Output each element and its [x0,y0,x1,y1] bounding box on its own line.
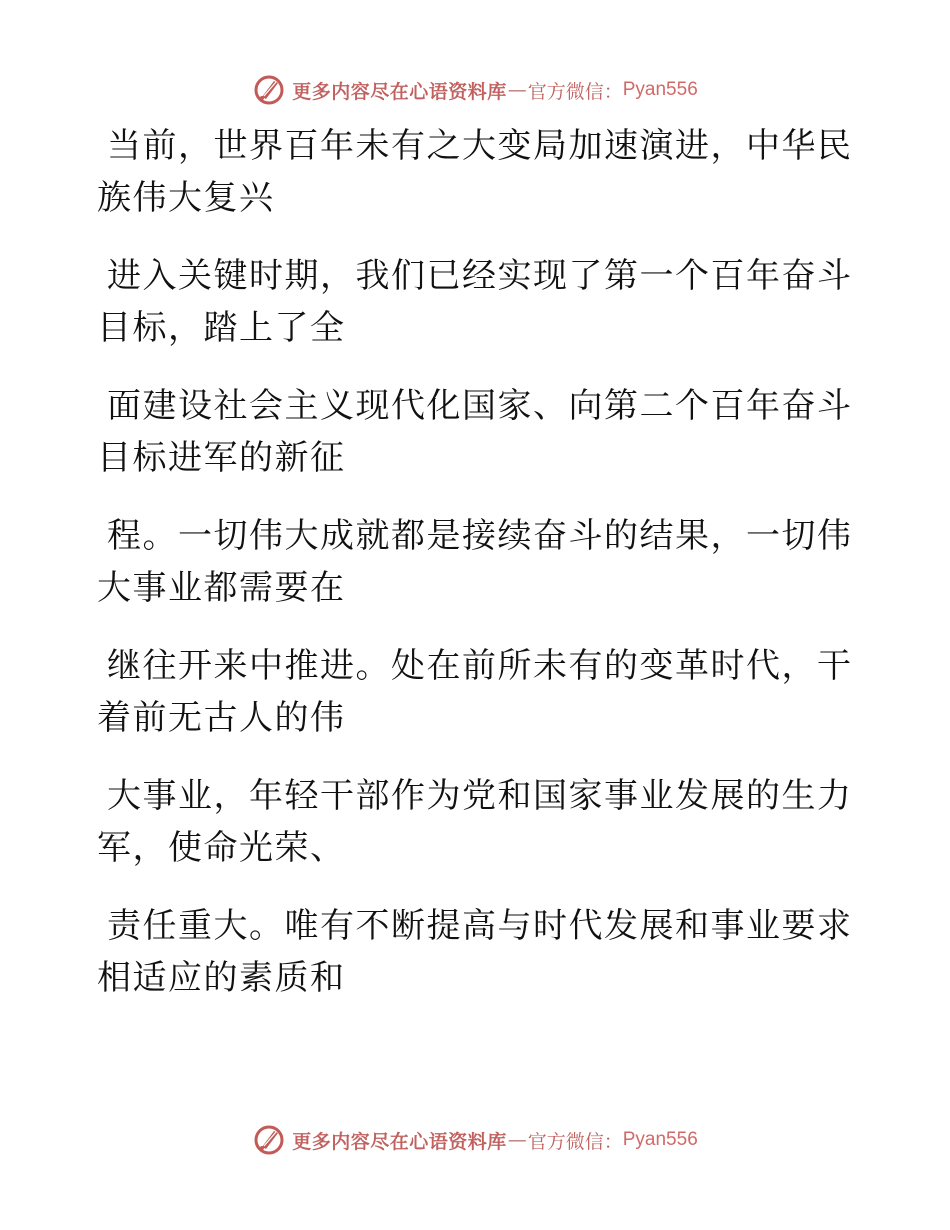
text-line: 大事业都需要在 [97,568,346,608]
paragraph [97,770,853,874]
quill-logo-icon [252,1123,286,1157]
text-line: 军，使命光荣、 [97,828,346,868]
quill-logo-icon [252,73,286,107]
banner-dash: — [507,1129,527,1151]
paragraph [97,380,853,484]
footer-banner [0,1118,950,1162]
header-banner [0,68,950,112]
paragraph [97,900,853,1004]
banner-title: 更多内容尽在心语资料库 [292,1130,507,1153]
banner-wechat-label: 官方微信： [527,80,623,103]
text-line: 着前无古人的伟 [97,698,346,738]
paragraph [97,120,853,224]
text-line: 面建设社会主义现代化国家、向第二个百年奋斗 [107,386,853,426]
text-line: 相适应的素质和 [97,958,346,998]
text-line: 进入关键时期，我们已经实现了第一个百年奋斗 [107,256,853,296]
paragraph [97,510,853,614]
paragraph [97,640,853,744]
text-line: 大事业，年轻干部作为党和国家事业发展的生力 [107,776,853,816]
text-line: 当前，世界百年未有之大变局加速演进，中华民 [107,126,853,166]
banner-title: 更多内容尽在心语资料库 [292,80,507,103]
text-line: 目标进军的新征 [97,438,346,478]
text-line: 族伟大复兴 [97,178,275,218]
banner-wechat-label: 官方微信： [527,1130,623,1153]
text-line: 目标，踏上了全 [97,308,346,348]
text-line: 继往开来中推进。处在前所未有的变革时代，干 [107,646,853,686]
banner-wechat-id: Pyan556 [622,1129,698,1150]
paragraph [97,250,853,354]
banner-wechat-id: Pyan556 [622,79,698,100]
text-line: 程。一切伟大成就都是接续奋斗的结果，一切伟 [107,516,853,556]
document-body [97,120,853,1030]
text-line: 责任重大。唯有不断提高与时代发展和事业要求 [107,906,853,946]
banner-dash: — [507,79,527,101]
